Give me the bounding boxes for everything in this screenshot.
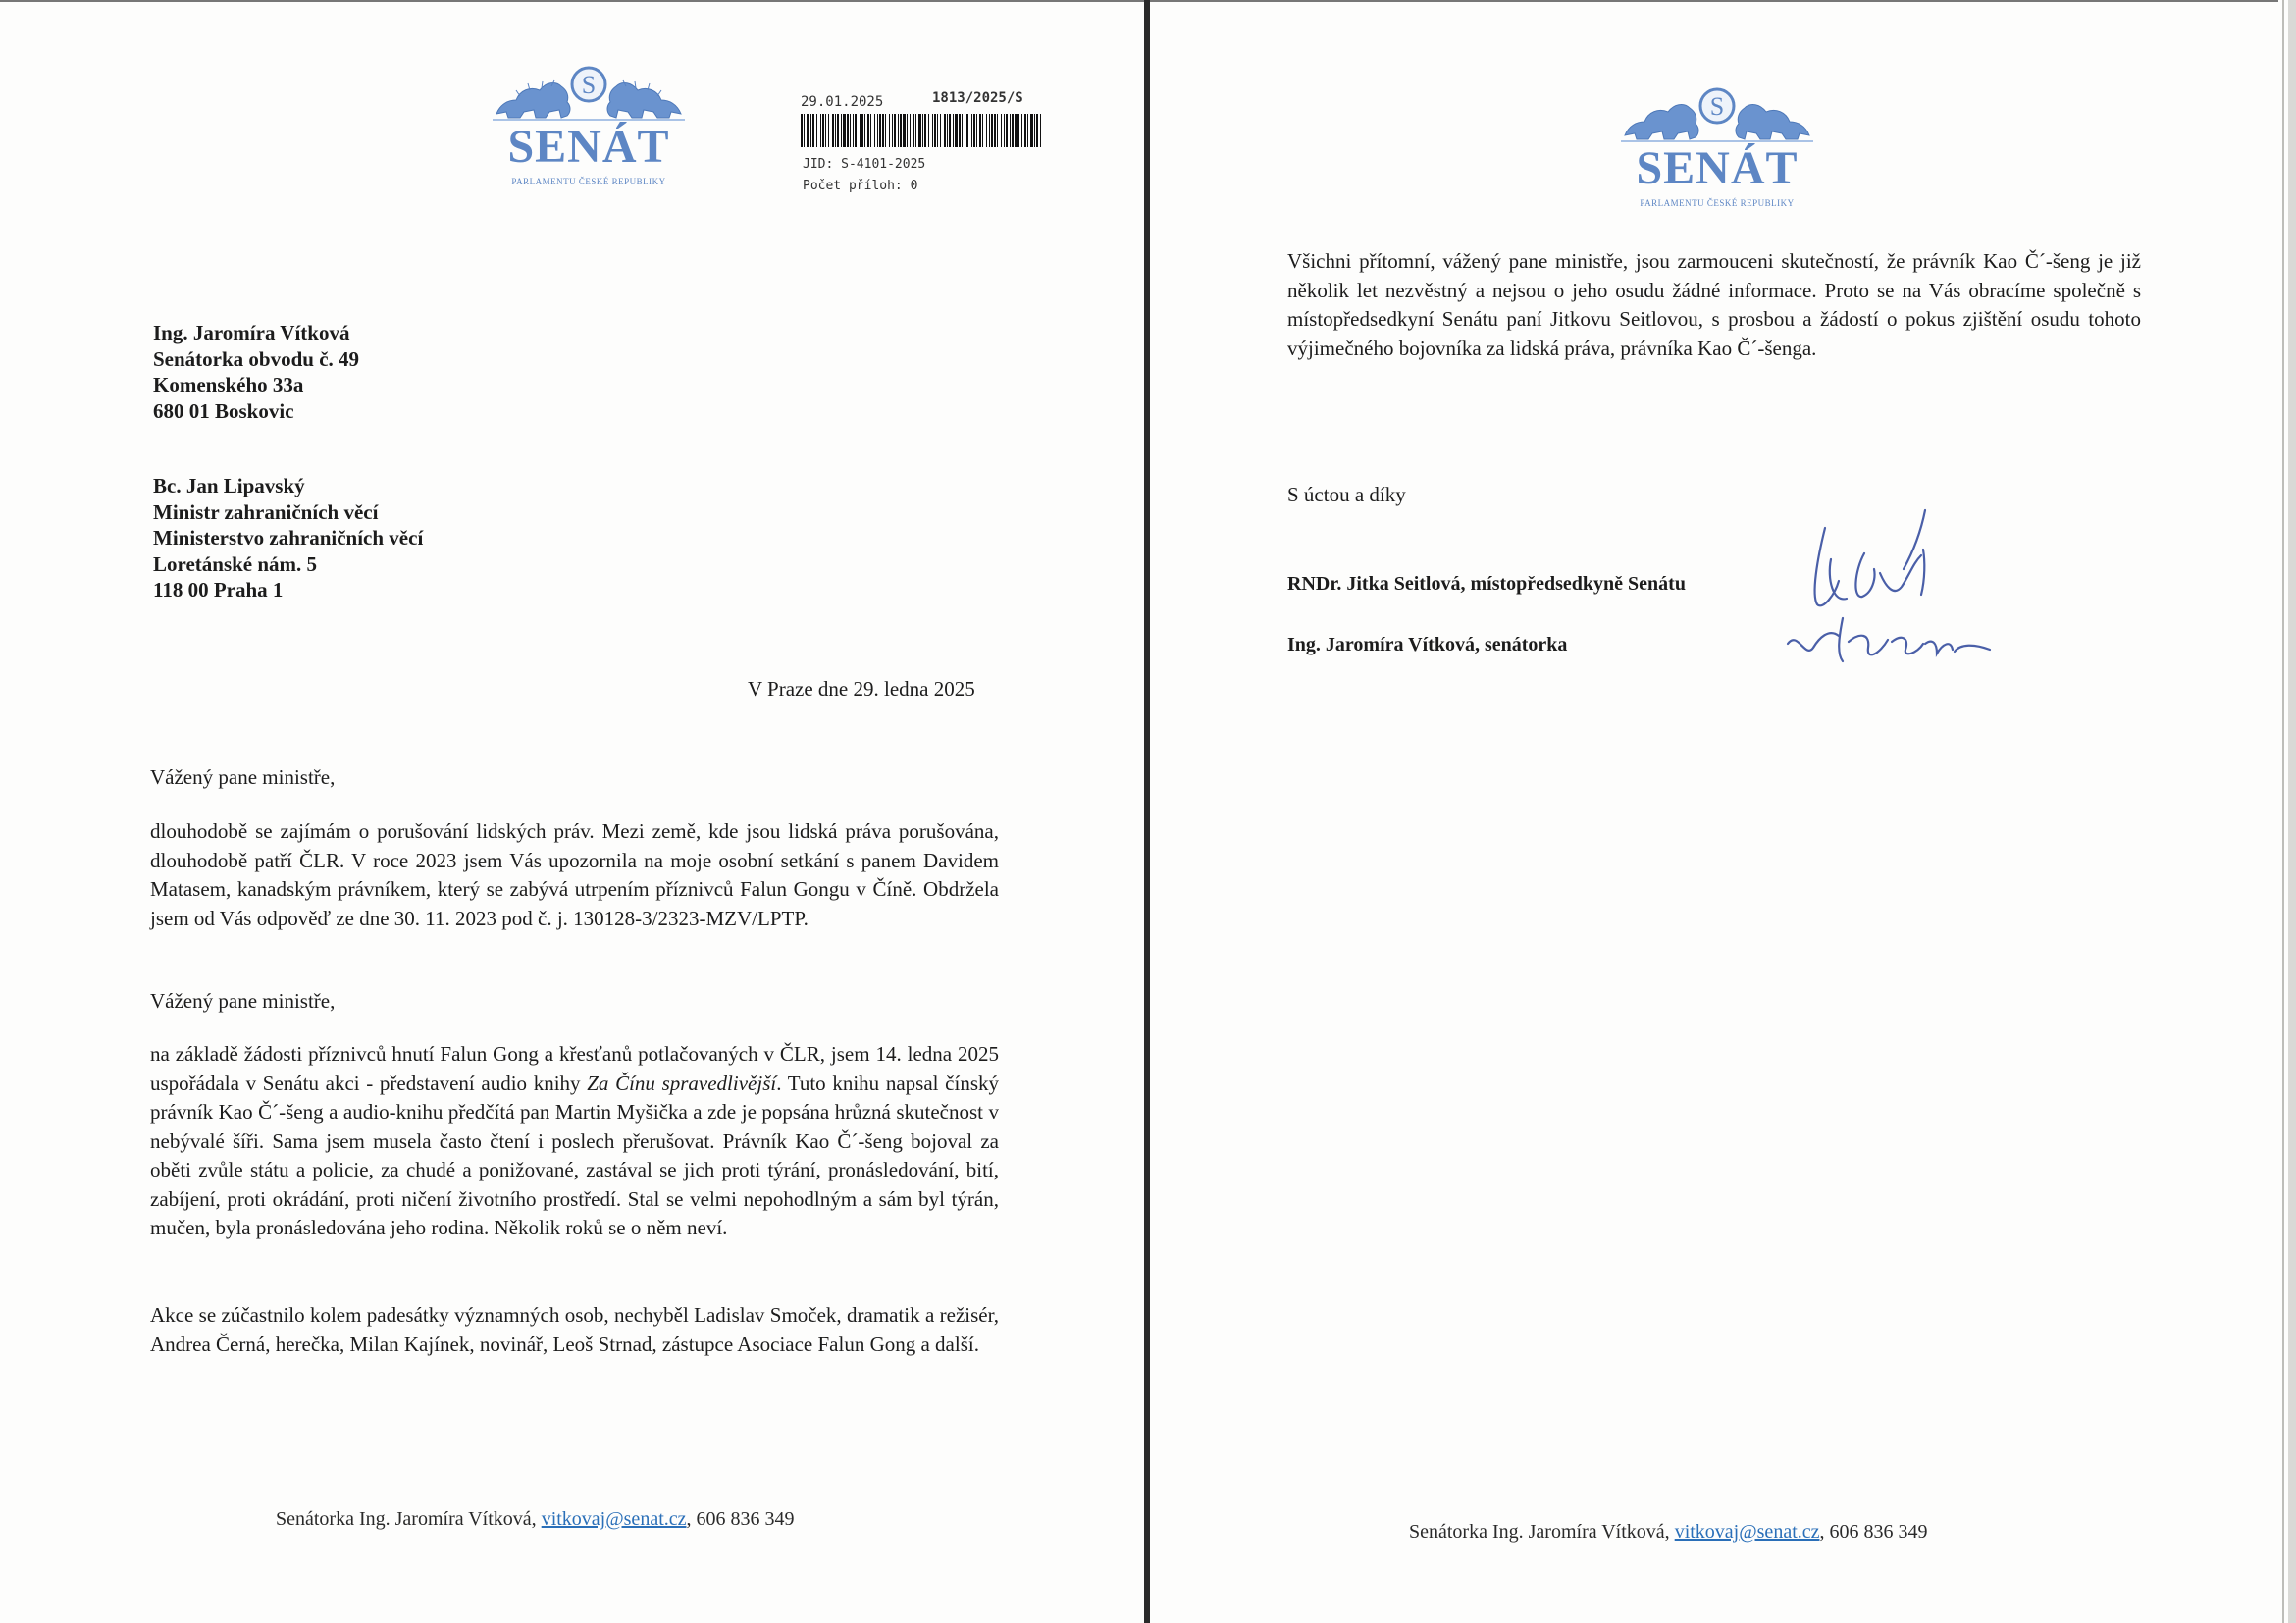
barcode-bar [855, 114, 857, 147]
barcode-bar [979, 114, 981, 147]
barcode-bar [861, 114, 863, 147]
barcode-bar [1010, 114, 1011, 147]
barcode-bar [910, 114, 911, 147]
barcode-bar [903, 114, 906, 147]
stamp-date: 29.01.2025 [801, 94, 884, 110]
sender-address [153, 320, 359, 424]
signer-2: Ing. Jaromíra Vítková, senátorka [1287, 634, 1568, 655]
closing: S úctou a díky [1287, 483, 1406, 506]
senate-logo [491, 61, 687, 188]
barcode-bar [835, 114, 836, 147]
letter-page-1 [0, 0, 1144, 1623]
senate-logo-subtitle: PARLAMENTU ČESKÉ REPUBLIKY [511, 177, 666, 186]
recipient-line: Ministerstvo zahraničních věcí [153, 526, 424, 550]
barcode-bar [982, 114, 983, 147]
recipient-line: 118 00 Praha 1 [153, 578, 284, 602]
barcode-bar [850, 114, 851, 147]
barcode-bar [898, 114, 899, 147]
barcode-bar [947, 114, 948, 147]
barcode-bar [1040, 114, 1041, 147]
svg-text:S: S [1709, 92, 1725, 121]
footer-text: Senátorka Ing. Jaromíra Vítková, [276, 1508, 542, 1530]
place-date: V Praze dne 29. ledna 2025 [748, 677, 975, 701]
barcode-bar [1018, 114, 1019, 147]
barcode-bar [1036, 114, 1038, 147]
paragraph-1: dlouhodobě se zajímám o porušování lidských práv. Mezi země, kde jsou lidská práva porušována, dlouhodobě patří ČLR. V roce 2023 jsem Vás upozornila na moje osobní setkání s panem Davidem Matasem, kanadským právníkem, který se zabývá utrpením příznivců Falun Gongu v Číně. Obdržela jsem od Vás odpověď ze dne 30. 11. 2023 pod č. j. 130128-3/2323-MZV/LPTP. [150, 819, 999, 930]
barcode-bar [971, 114, 972, 147]
barcode-bar [820, 114, 821, 147]
barcode-bar [1012, 114, 1014, 147]
barcode-bar [949, 114, 951, 147]
barcode-bar [989, 114, 990, 147]
barcode-bar [882, 114, 884, 147]
barcode-bar [966, 114, 968, 147]
barcode-bar [810, 114, 811, 147]
registry-stamp [801, 84, 1056, 202]
barcode-icon [801, 114, 1044, 147]
recipient-line: Ministr zahraničních věcí [153, 499, 379, 524]
senate-logo-name: SENÁT [1636, 142, 1799, 194]
book-title: Za Čínu spravedlivější [587, 1071, 777, 1095]
barcode-bar [934, 114, 936, 147]
barcode-bar [918, 114, 921, 147]
page-top-edge [1150, 0, 2278, 2]
paragraph-3: Akce se zúčastnilo kolem padesátky významných osob, nechyběl Ladislav Smoček, dramatik a režisér, Andrea Černá, herečka, Milan Kajínek, novinář, Leoš Strnad, zástupce Asociace Falun Gong a další. [150, 1303, 999, 1356]
barcode-bar [924, 114, 926, 147]
barcode-bar [867, 114, 869, 147]
barcode-bar [1034, 114, 1035, 147]
barcode-bar [877, 114, 878, 147]
stamp-attachments: Počet příloh: 0 [803, 179, 918, 193]
paragraph-2-text: na základě žádosti příznivců hnutí Falun Gong a křesťanů potlačovaných v ČLR, jsem 14. ledna 2025 uspořádala v Senátu akci - představení audio knihy [150, 1042, 999, 1095]
barcode-bar [973, 114, 975, 147]
barcode-bar [822, 114, 824, 147]
barcode-bar [928, 114, 929, 147]
barcode-bar [986, 114, 987, 147]
paragraph-2 [150, 1040, 999, 1243]
barcode-bar [885, 114, 886, 147]
barcode-bar [807, 114, 809, 147]
barcode-bar [922, 114, 923, 147]
barcode-bar [841, 114, 842, 147]
senate-logo-subtitle: PARLAMENTU ČESKÉ REPUBLIKY [1640, 198, 1795, 208]
barcode-bar [853, 114, 854, 147]
barcode-bar [874, 114, 875, 147]
barcode-bar [816, 114, 817, 147]
barcode-bar [832, 114, 834, 147]
barcode-bar [843, 114, 846, 147]
salutation: Vážený pane ministře, [150, 765, 336, 789]
barcode-bar [1015, 114, 1018, 147]
footer [276, 1508, 795, 1531]
barcode-bar [962, 114, 963, 147]
barcode-bar [994, 114, 996, 147]
signer-1: RNDr. Jitka Seitlová, místopředsedkyně Senátu [1287, 573, 1686, 595]
barcode-bar [879, 114, 881, 147]
barcode-bar [991, 114, 993, 147]
barcode-bar [913, 114, 914, 147]
barcode-bar [1006, 114, 1008, 147]
barcode-bar [870, 114, 871, 147]
stamp-jid: JID: S-4101-2025 [803, 157, 926, 172]
footer-text: Senátorka Ing. Jaromíra Vítková, [1409, 1521, 1675, 1543]
barcode-bar [894, 114, 896, 147]
barcode-bar [889, 114, 890, 147]
paragraph-2-text: . Tuto knihu napsal čínský právník Kao Č´-šeng a audio-knihu předčítá pan Martin Myšička a zde je popsána hrůzná skutečnost v nebývalé šíři. Sama jsem musela často čtení i poslech přerušovat. Právník Kao Č´-šeng bojoval za oběti zvůle státu a policie, za chudé a ponižované, zastával se jich proti týrání, pronásledování, bití, zabíjení, proti okrádání, proti ničení životního prostředí. Stal se velmi nepohodlným a sám byl týrán, mučen, byla pronásledována jeho rodina. Několik roků se o něm neví. [150, 1071, 999, 1239]
letter-page-2 [1150, 0, 2296, 1623]
page-edge [2282, 0, 2284, 1623]
sender-line: Ing. Jaromíra Vítková [153, 321, 350, 344]
barcode-bar [892, 114, 893, 147]
barcode-bar [937, 114, 938, 147]
paragraph-1: Všichni přítomní, vážený pane ministře, jsou zarmouceni skutečností, že právník Kao Č´-šeng je již několik let nezvěstný a nejsou o jeho osudu žádné informace. Proto se na Vás obracíme společně s místopředsedkyní Senátu paní Jitkovu Seitlovou, s prosbou a žádostí o pokus zjištění osudu tohoto výjimečného bojovníka za lidská práva, právníka Kao Č´-šenga. [1287, 249, 2141, 360]
svg-text:S: S [581, 71, 597, 99]
stamp-number: 1813/2025/S [932, 90, 1023, 106]
senate-logo [1619, 82, 1815, 210]
recipient-address [153, 473, 423, 603]
email-link[interactable]: vitkovaj@senat.cz [1674, 1521, 1820, 1543]
barcode-bar [1030, 114, 1033, 147]
barcode-bar [955, 114, 958, 147]
barcode-bar [944, 114, 946, 147]
barcode-bar [804, 114, 805, 147]
barcode-bar [864, 114, 865, 147]
barcode-bar [907, 114, 908, 147]
recipient-line: Loretánské nám. 5 [153, 551, 318, 576]
barcode-bar [976, 114, 977, 147]
email-link[interactable]: vitkovaj@senat.cz [541, 1508, 687, 1530]
sender-line: 680 01 Boskovic [153, 398, 294, 423]
recipient-line: Bc. Jan Lipavský [153, 474, 305, 497]
footer-text: , 606 836 349 [1819, 1521, 1928, 1543]
barcode-bar [997, 114, 998, 147]
barcode-bar [940, 114, 941, 147]
barcode-bar [860, 114, 861, 147]
barcode-bar [847, 114, 849, 147]
salutation: Vážený pane ministře, [150, 989, 336, 1013]
barcode-bar [812, 114, 814, 147]
barcode-bar [828, 114, 829, 147]
barcode-bar [1004, 114, 1005, 147]
sender-line: Senátorka obvodu č. 49 [153, 346, 360, 371]
barcode-bar [953, 114, 954, 147]
footer-text: , 606 836 349 [686, 1508, 795, 1530]
barcode-bar [959, 114, 961, 147]
barcode-bar [837, 114, 839, 147]
barcode-bar [801, 114, 803, 147]
barcode-bar [825, 114, 826, 147]
handwritten-signatures [1778, 500, 2092, 697]
senate-logo-name: SENÁT [507, 121, 670, 173]
barcode-bar [1001, 114, 1002, 147]
barcode-bar [1024, 114, 1026, 147]
barcode-bar [1027, 114, 1028, 147]
barcode-bar [900, 114, 902, 147]
barcode-bar [1021, 114, 1022, 147]
barcode-bar [915, 114, 916, 147]
barcode-bar [932, 114, 933, 147]
page-edge [2288, 0, 2296, 1623]
sender-line: Komenského 33a [153, 373, 304, 396]
footer [1409, 1521, 1928, 1544]
page-top-edge [0, 0, 1144, 2]
